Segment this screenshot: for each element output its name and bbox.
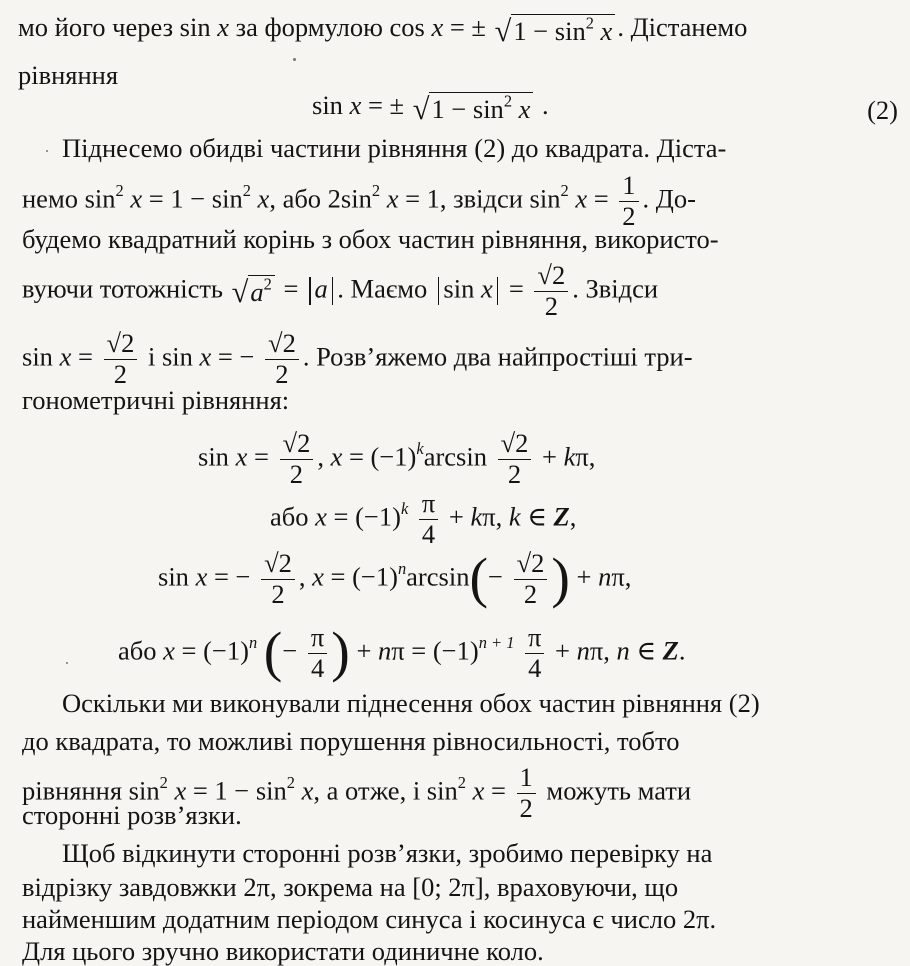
scan-speck (293, 58, 296, 61)
equation-line: або $x = (-1)^k$ $\frac{\pi}{4}$ + kπ, k ∈ Z, (270, 488, 577, 549)
scan-speck (66, 662, 68, 664)
fraction: $\frac{√2}{2}$ (265, 330, 299, 389)
text-line: рівняння $\sin^2 x = 1 - \sin^2 x$, а отже, і $\sin^2 x$ = $\frac{1}{2}$ можуть мати (22, 762, 692, 823)
square-root: √ $1 - \sin^2 x$ (413, 92, 534, 124)
fraction: $\frac{1}{2}$ (517, 764, 536, 823)
text-line: вуючи тотожність √ $a^2$ = a . Маємо sin x = $\frac{√2}{2}$ . Звідси (22, 260, 659, 321)
square-root: √ $1 - \sin^2 x$ (495, 14, 616, 46)
text-line: sin x = $\frac{√2}{2}$ і sin x = − $\frac{√2}{2}$ . Розв’яжемо два найпростіші три- (22, 328, 693, 389)
text-line: Для цього зручно використати одиничне коло. (22, 936, 544, 966)
equation-number: (2) (867, 95, 898, 125)
text-line: Піднесемо обидві частини рівняння (2) до квадрата. Діста- (62, 133, 727, 163)
fraction: $\frac{1}{2}$ (619, 172, 638, 231)
equation-line: або $x = (-1)^n$ (− $\frac{\pi}{4}$ ) + $n\pi = (-1)^{n + 1}$ $\frac{\pi}{4}$ + nπ, n ∈ Z. (118, 621, 686, 684)
fraction: $\frac{\pi}{4}$ (308, 624, 327, 683)
text-line: рівняння (18, 60, 119, 90)
equation-line: sin x = $\frac{√2}{2}$ , $x = (-1)^k\arcsin$ $\frac{√2}{2}$ + kπ, (198, 428, 596, 489)
fraction: $\frac{\pi}{4}$ (419, 490, 438, 549)
text-line: до квадрата, то можливі порушення рівносильності, тобто (22, 726, 680, 756)
text-line: будемо квадратний корінь з обох частин рівняння, використо- (22, 224, 719, 254)
fraction: $\frac{√2}{2}$ (534, 262, 568, 321)
scan-speck (46, 150, 48, 152)
square-root: √ $a^2$ (232, 275, 275, 307)
fraction: $\frac{\pi}{4}$ (525, 624, 544, 683)
text-line: немо $\sin^2 x = 1 - \sin^2 x$, або $2\sin^2$ x = 1, звідси $\sin^2 x$ = $\frac{1}{2}$ . До- (22, 170, 696, 231)
fraction: $\frac{√2}{2}$ (280, 430, 314, 489)
text-line: гонометричні рівняння: (22, 385, 290, 415)
fraction: $\frac{√2}{2}$ (261, 550, 295, 609)
text-line: сторонні розв’язки. (22, 800, 242, 830)
text-line: мо його через sin x за формулою cos x = ± √ $1 - \sin^2 x$ . Дістанемо (18, 12, 748, 49)
equation-line: sin x = − $\frac{√2}{2}$ , $x = (-1)^n\arcsin(-$ $\frac{√2}{2}$ ) + nπ, (158, 547, 632, 610)
text-line: відрізку завдовжки 2π, зокрема на [0; 2π], враховуючи, що (22, 872, 679, 902)
fraction: $\frac{√2}{2}$ (514, 550, 548, 609)
fraction: $\frac{√2}{2}$ (104, 330, 138, 389)
fraction: $\frac{√2}{2}$ (498, 430, 532, 489)
text-line: Оскільки ми виконували піднесення обох частин рівняння (2) (62, 688, 760, 718)
text-line: Щоб відкинути сторонні розв’язки, зробимо перевірку на (62, 838, 713, 868)
text-line: найменшим додатним періодом синуса і косинуса є число 2π. (22, 904, 717, 934)
equation-2: sin x = ± √ $1 - \sin^2 x$ . (312, 90, 549, 127)
